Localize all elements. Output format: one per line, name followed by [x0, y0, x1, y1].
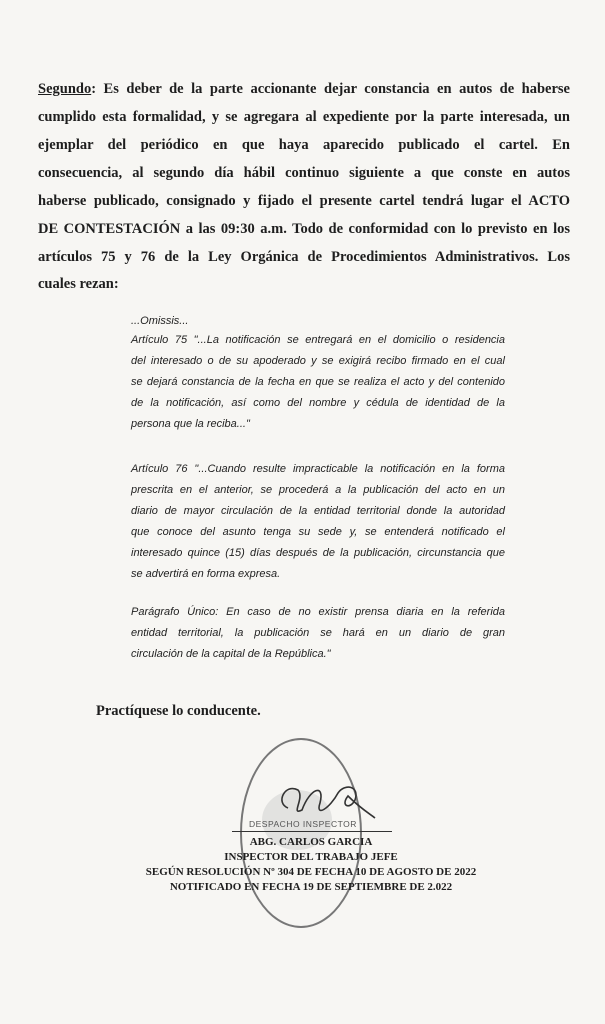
signer-notified: NOTIFICADO EN FECHA 19 DE SEPTIEMBRE DE 2.022	[169, 881, 453, 893]
paragrafo-line: entidad territorial, la publicación se hará en un diario de gran	[131, 627, 505, 639]
art75-line: se dejará constancia de la fecha en que se realiza el acto y del contenido	[131, 376, 505, 388]
art76-line: se advertirá en forma expresa.	[131, 568, 281, 580]
segundo-heading: Segundo	[38, 81, 92, 97]
paragraph-line	[38, 80, 570, 98]
art75-line: Artículo 75 "...La notificación se entregará en el domicilio o residencia	[131, 334, 505, 346]
paragraph-line: consecuencia, al segundo día hábil continuo siguiente a que conste en autos	[38, 165, 570, 181]
stamp-office: DESPACHO INSPECTOR	[249, 819, 357, 829]
art76-line: prescrita en el anterior, se procederá a la publicación del acto en un	[131, 484, 505, 496]
paragraph-line: cumplido esta formalidad, y se agregara al expediente por la parte interesada, un	[38, 109, 570, 125]
art76-line: que conoce del asunto tenga su sede y, se entenderá notificado el	[131, 526, 505, 538]
paragrafo-line: circulación de la capital de la República."	[131, 648, 331, 660]
omissis: ...Omissis...	[131, 315, 189, 327]
art75-line: persona que la reciba..."	[131, 418, 250, 430]
paragraph-line: artículos 75 y 76 de la Ley Orgánica de Procedimientos Administrativos. Los	[38, 249, 570, 265]
paragraph-line: DE CONTESTACIÓN a las 09:30 a.m. Todo de conformidad con lo previsto en los	[38, 221, 570, 237]
signer-title: INSPECTOR DEL TRABAJO JEFE	[224, 851, 398, 863]
art76-line: Artículo 76 "...Cuando resulte impracticable la notificación en la forma	[131, 463, 505, 475]
art76-line: interesado quince (15) días después de la publicación, circunstancia que	[131, 547, 505, 559]
art76-line: diario de mayor circulación de la entidad territorial donde la autoridad	[131, 505, 505, 517]
paragraph-line: ejemplar del periódico en que haya aparecido publicado el cartel. En	[38, 137, 570, 153]
closing: Practíquese lo conducente.	[96, 703, 261, 719]
signer-resolution: SEGÚN RESOLUCIÓN Nº 304 DE FECHA 10 DE AGOSTO DE 2022	[145, 866, 477, 878]
paragrafo-line: Parágrafo Único: En caso de no existir prensa diaria en la referida	[131, 606, 505, 618]
signer-name: ABG. CARLOS GARCIA	[249, 836, 373, 848]
paragraph-line-text: : Es deber de la parte accionante dejar constancia en autos de haberse	[91, 81, 570, 97]
art75-line: del interesado o de su apoderado y se exigirá recibo firmado en el cual	[131, 355, 505, 367]
signature-line	[232, 831, 392, 832]
art75-line: de la notificación, así como del nombre y cédula de identidad de la	[131, 397, 505, 409]
paragraph-line: haberse publicado, consignado y fijado el presente cartel tendrá lugar el ACTO	[38, 193, 570, 209]
handwritten-signature	[270, 778, 380, 820]
paragraph-line: cuales rezan:	[38, 276, 119, 292]
